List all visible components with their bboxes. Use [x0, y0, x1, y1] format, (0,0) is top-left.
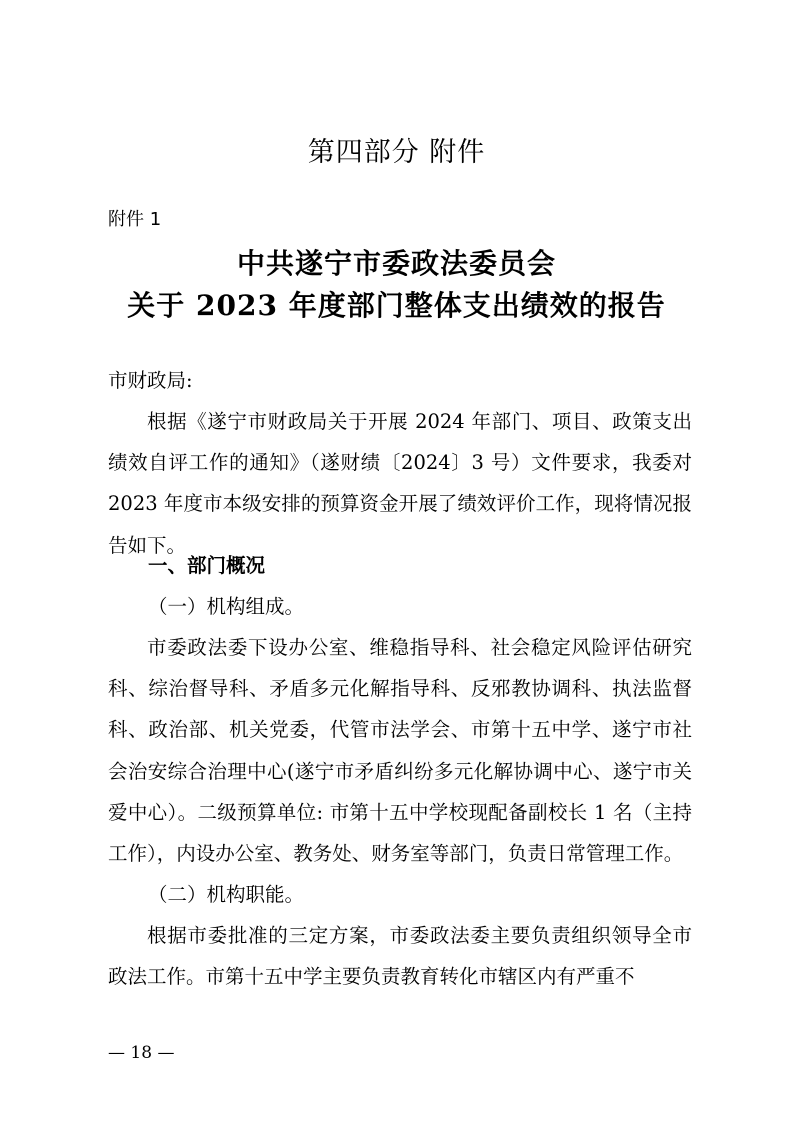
subheading-organization: （一）机构组成。: [148, 595, 305, 618]
organization-paragraph-text: 市委政法委下设办公室、维稳指导科、社会稳定风险评估研究科、综治督导科、矛盾多元化解指导科、反邪教协调科、执法监督科、政治部、机关党委，代管市法学会、市第十五中学、遂宁市社会治安综合治理中心(遂宁市矛盾纠纷多元化解协调中心、遂宁市关爱中心）。二级预算单位: 市第十五中学校现配备副校长 1 名（主持工作），内设办公室、教务处、财务室等部门，负责日常管理工作。: [108, 636, 692, 866]
intro-paragraph: [108, 401, 692, 566]
functions-paragraph: [108, 915, 692, 997]
page-number: — 18 —: [108, 1043, 175, 1063]
section-heading-overview: 一、部门概况: [148, 554, 266, 577]
intro-paragraph-text: 根据《遂宁市财政局关于开展 2024 年部门、项目、政策支出绩效自评工作的通知》（遂财绩〔2024〕3 号）文件要求，我委对 2023 年度市本级安排的预算资金开展了绩效评价工作，现将情况报告如下。: [108, 410, 692, 557]
report-title-line-1: 中共遂宁市委政法委员会: [236, 247, 556, 280]
functions-paragraph-text: 根据市委批准的三定方案，市委政法委主要负责组织领导全市政法工作。市第十五中学主要负责教育转化市辖区内有严重不: [108, 924, 692, 989]
report-title-line-2: 关于 2023 年度部门整体支出绩效的报告: [127, 289, 666, 322]
part-title: 第四部分 附件: [307, 137, 486, 168]
attachment-label: 附件 1: [108, 209, 162, 230]
subheading-functions: （二）机构职能。: [148, 883, 305, 906]
salutation: 市财政局:: [108, 369, 193, 392]
organization-paragraph: [108, 627, 692, 874]
